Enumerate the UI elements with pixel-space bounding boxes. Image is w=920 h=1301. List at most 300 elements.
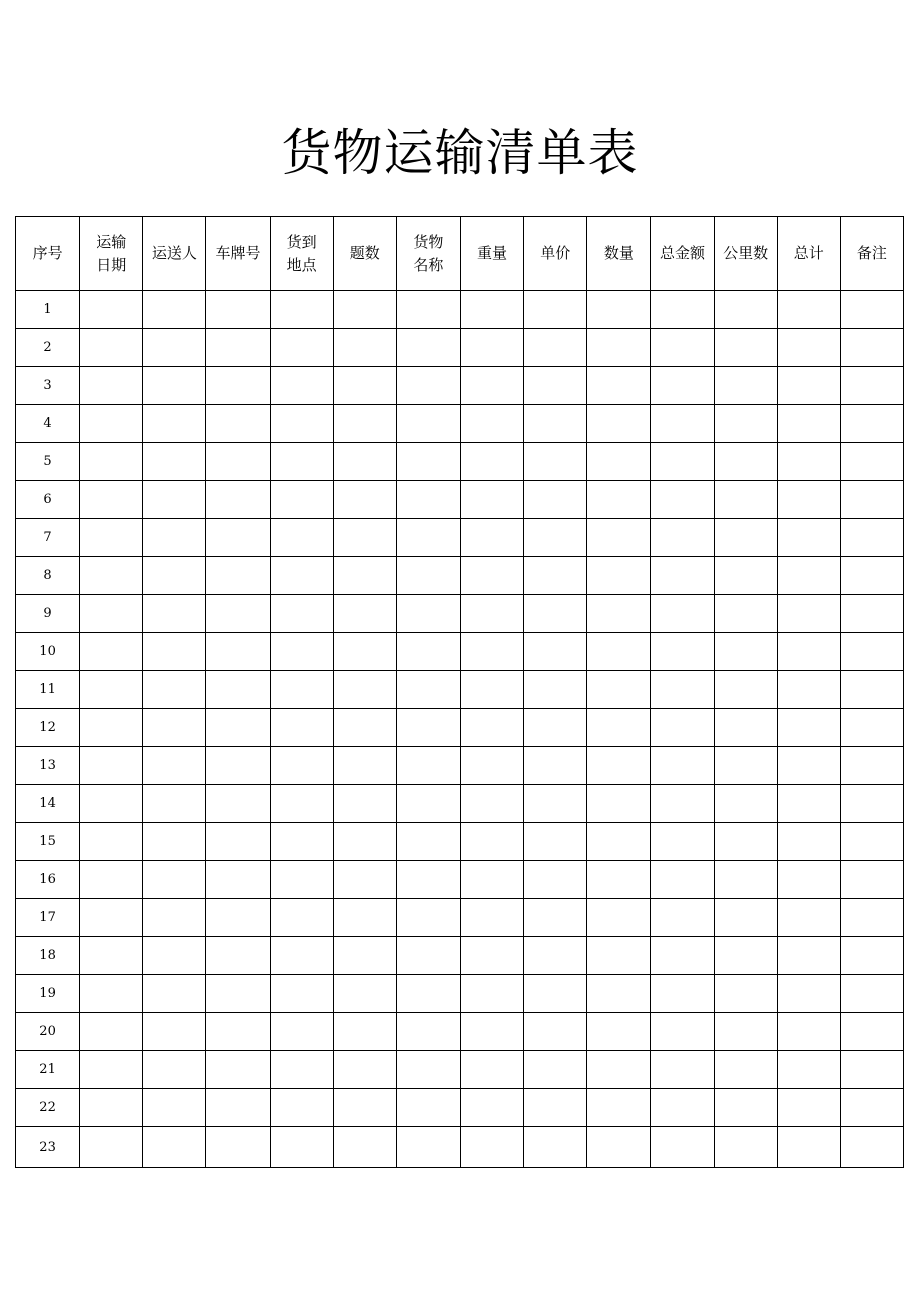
entry-cell[interactable] [524, 975, 587, 1013]
entry-cell[interactable] [333, 405, 396, 443]
entry-cell[interactable] [587, 633, 651, 671]
entry-cell[interactable] [651, 823, 714, 861]
entry-cell[interactable] [460, 367, 523, 405]
entry-cell[interactable] [460, 595, 523, 633]
entry-cell[interactable] [651, 291, 714, 329]
entry-cell[interactable] [80, 557, 143, 595]
entry-cell[interactable] [587, 823, 651, 861]
entry-cell[interactable] [714, 633, 777, 671]
entry-cell[interactable] [840, 291, 903, 329]
entry-cell[interactable] [714, 861, 777, 899]
entry-cell[interactable] [651, 481, 714, 519]
entry-cell[interactable] [80, 747, 143, 785]
entry-cell[interactable] [143, 975, 206, 1013]
entry-cell[interactable] [587, 709, 651, 747]
entry-cell[interactable] [396, 861, 460, 899]
entry-cell[interactable] [587, 937, 651, 975]
entry-cell[interactable] [396, 291, 460, 329]
entry-cell[interactable] [143, 747, 206, 785]
entry-cell[interactable] [651, 937, 714, 975]
entry-cell[interactable] [777, 595, 840, 633]
entry-cell[interactable] [143, 823, 206, 861]
entry-cell[interactable] [587, 291, 651, 329]
entry-cell[interactable] [270, 823, 333, 861]
entry-cell[interactable] [80, 785, 143, 823]
entry-cell[interactable] [333, 1127, 396, 1168]
entry-cell[interactable] [80, 443, 143, 481]
entry-cell[interactable] [206, 671, 270, 709]
entry-cell[interactable] [840, 405, 903, 443]
entry-cell[interactable] [206, 861, 270, 899]
entry-cell[interactable] [270, 557, 333, 595]
entry-cell[interactable] [587, 519, 651, 557]
entry-cell[interactable] [460, 1051, 523, 1089]
entry-cell[interactable] [777, 1013, 840, 1051]
entry-cell[interactable] [206, 899, 270, 937]
entry-cell[interactable] [777, 861, 840, 899]
entry-cell[interactable] [80, 595, 143, 633]
entry-cell[interactable] [396, 557, 460, 595]
entry-cell[interactable] [333, 709, 396, 747]
entry-cell[interactable] [460, 633, 523, 671]
entry-cell[interactable] [396, 1013, 460, 1051]
entry-cell[interactable] [270, 405, 333, 443]
entry-cell[interactable] [524, 709, 587, 747]
entry-cell[interactable] [840, 557, 903, 595]
entry-cell[interactable] [714, 671, 777, 709]
entry-cell[interactable] [714, 443, 777, 481]
entry-cell[interactable] [460, 1013, 523, 1051]
entry-cell[interactable] [524, 443, 587, 481]
entry-cell[interactable] [524, 405, 587, 443]
entry-cell[interactable] [333, 899, 396, 937]
entry-cell[interactable] [270, 1089, 333, 1127]
entry-cell[interactable] [460, 671, 523, 709]
entry-cell[interactable] [143, 557, 206, 595]
entry-cell[interactable] [206, 443, 270, 481]
entry-cell[interactable] [206, 367, 270, 405]
entry-cell[interactable] [777, 671, 840, 709]
entry-cell[interactable] [460, 747, 523, 785]
entry-cell[interactable] [714, 481, 777, 519]
entry-cell[interactable] [396, 633, 460, 671]
entry-cell[interactable] [777, 443, 840, 481]
entry-cell[interactable] [840, 785, 903, 823]
entry-cell[interactable] [270, 633, 333, 671]
entry-cell[interactable] [270, 481, 333, 519]
entry-cell[interactable] [587, 1127, 651, 1168]
entry-cell[interactable] [840, 747, 903, 785]
entry-cell[interactable] [143, 1127, 206, 1168]
entry-cell[interactable] [270, 443, 333, 481]
entry-cell[interactable] [777, 709, 840, 747]
entry-cell[interactable] [524, 899, 587, 937]
entry-cell[interactable] [587, 899, 651, 937]
entry-cell[interactable] [777, 899, 840, 937]
entry-cell[interactable] [80, 823, 143, 861]
entry-cell[interactable] [651, 329, 714, 367]
entry-cell[interactable] [270, 709, 333, 747]
entry-cell[interactable] [587, 671, 651, 709]
entry-cell[interactable] [396, 1127, 460, 1168]
entry-cell[interactable] [206, 709, 270, 747]
entry-cell[interactable] [143, 405, 206, 443]
entry-cell[interactable] [714, 1089, 777, 1127]
entry-cell[interactable] [143, 1013, 206, 1051]
entry-cell[interactable] [270, 899, 333, 937]
entry-cell[interactable] [587, 975, 651, 1013]
entry-cell[interactable] [524, 747, 587, 785]
entry-cell[interactable] [714, 709, 777, 747]
entry-cell[interactable] [80, 1089, 143, 1127]
entry-cell[interactable] [333, 595, 396, 633]
entry-cell[interactable] [270, 595, 333, 633]
entry-cell[interactable] [524, 633, 587, 671]
entry-cell[interactable] [714, 975, 777, 1013]
entry-cell[interactable] [206, 937, 270, 975]
entry-cell[interactable] [840, 823, 903, 861]
entry-cell[interactable] [333, 1089, 396, 1127]
entry-cell[interactable] [143, 443, 206, 481]
entry-cell[interactable] [714, 595, 777, 633]
entry-cell[interactable] [460, 481, 523, 519]
entry-cell[interactable] [206, 519, 270, 557]
entry-cell[interactable] [333, 671, 396, 709]
entry-cell[interactable] [587, 595, 651, 633]
entry-cell[interactable] [270, 367, 333, 405]
entry-cell[interactable] [587, 1051, 651, 1089]
entry-cell[interactable] [777, 557, 840, 595]
entry-cell[interactable] [651, 899, 714, 937]
entry-cell[interactable] [714, 367, 777, 405]
entry-cell[interactable] [460, 443, 523, 481]
entry-cell[interactable] [206, 823, 270, 861]
entry-cell[interactable] [460, 975, 523, 1013]
entry-cell[interactable] [80, 291, 143, 329]
entry-cell[interactable] [80, 861, 143, 899]
entry-cell[interactable] [206, 595, 270, 633]
entry-cell[interactable] [80, 1127, 143, 1168]
entry-cell[interactable] [143, 367, 206, 405]
entry-cell[interactable] [270, 1051, 333, 1089]
entry-cell[interactable] [460, 861, 523, 899]
entry-cell[interactable] [777, 937, 840, 975]
entry-cell[interactable] [270, 937, 333, 975]
entry-cell[interactable] [524, 367, 587, 405]
entry-cell[interactable] [333, 367, 396, 405]
entry-cell[interactable] [143, 1089, 206, 1127]
entry-cell[interactable] [777, 1089, 840, 1127]
entry-cell[interactable] [840, 1051, 903, 1089]
entry-cell[interactable] [714, 1127, 777, 1168]
entry-cell[interactable] [777, 975, 840, 1013]
entry-cell[interactable] [651, 557, 714, 595]
entry-cell[interactable] [840, 633, 903, 671]
entry-cell[interactable] [270, 291, 333, 329]
entry-cell[interactable] [396, 1051, 460, 1089]
entry-cell[interactable] [206, 1051, 270, 1089]
table-header-row [16, 217, 904, 291]
entry-cell[interactable] [80, 1013, 143, 1051]
entry-cell[interactable] [206, 1127, 270, 1168]
entry-cell[interactable] [270, 1013, 333, 1051]
entry-cell[interactable] [460, 405, 523, 443]
entry-cell[interactable] [587, 481, 651, 519]
entry-cell[interactable] [840, 595, 903, 633]
entry-cell[interactable] [587, 405, 651, 443]
entry-cell[interactable] [396, 975, 460, 1013]
entry-cell[interactable] [524, 595, 587, 633]
entry-cell[interactable] [714, 519, 777, 557]
entry-cell[interactable] [651, 595, 714, 633]
entry-cell[interactable] [587, 861, 651, 899]
entry-cell[interactable] [777, 823, 840, 861]
entry-cell[interactable] [206, 747, 270, 785]
entry-cell[interactable] [143, 633, 206, 671]
entry-cell[interactable] [396, 329, 460, 367]
entry-cell[interactable] [270, 785, 333, 823]
entry-cell[interactable] [270, 861, 333, 899]
entry-cell[interactable] [333, 481, 396, 519]
entry-cell[interactable] [333, 1051, 396, 1089]
entry-cell[interactable] [396, 785, 460, 823]
entry-cell[interactable] [206, 557, 270, 595]
entry-cell[interactable] [143, 595, 206, 633]
entry-cell[interactable] [333, 823, 396, 861]
entry-cell[interactable] [270, 975, 333, 1013]
entry-cell[interactable] [460, 709, 523, 747]
entry-cell[interactable] [396, 709, 460, 747]
entry-cell[interactable] [396, 1089, 460, 1127]
entry-cell[interactable] [333, 975, 396, 1013]
entry-cell[interactable] [587, 1089, 651, 1127]
entry-cell[interactable] [333, 1013, 396, 1051]
entry-cell[interactable] [80, 937, 143, 975]
entry-cell[interactable] [651, 785, 714, 823]
entry-cell[interactable] [524, 1013, 587, 1051]
entry-cell[interactable] [143, 291, 206, 329]
entry-cell[interactable] [460, 519, 523, 557]
entry-cell[interactable] [777, 785, 840, 823]
entry-cell[interactable] [333, 633, 396, 671]
entry-cell[interactable] [333, 785, 396, 823]
entry-cell[interactable] [840, 367, 903, 405]
entry-cell[interactable] [80, 405, 143, 443]
entry-cell[interactable] [777, 747, 840, 785]
entry-cell[interactable] [840, 861, 903, 899]
entry-cell[interactable] [651, 633, 714, 671]
entry-cell[interactable] [777, 519, 840, 557]
entry-cell[interactable] [651, 1013, 714, 1051]
entry-cell[interactable] [460, 1089, 523, 1127]
entry-cell[interactable] [143, 1051, 206, 1089]
entry-cell[interactable] [396, 481, 460, 519]
entry-cell[interactable] [651, 1051, 714, 1089]
entry-cell[interactable] [651, 747, 714, 785]
entry-cell[interactable] [777, 481, 840, 519]
entry-cell[interactable] [460, 899, 523, 937]
entry-cell[interactable] [80, 367, 143, 405]
entry-cell[interactable] [524, 557, 587, 595]
entry-cell[interactable] [270, 329, 333, 367]
entry-cell[interactable] [714, 1051, 777, 1089]
entry-cell[interactable] [524, 1051, 587, 1089]
entry-cell[interactable] [396, 899, 460, 937]
entry-cell[interactable] [840, 671, 903, 709]
entry-cell[interactable] [333, 519, 396, 557]
entry-cell[interactable] [80, 1051, 143, 1089]
entry-cell[interactable] [651, 367, 714, 405]
entry-cell[interactable] [206, 633, 270, 671]
entry-cell[interactable] [651, 975, 714, 1013]
entry-cell[interactable] [524, 937, 587, 975]
entry-cell[interactable] [524, 519, 587, 557]
entry-cell[interactable] [651, 405, 714, 443]
entry-cell[interactable] [714, 291, 777, 329]
entry-cell[interactable] [333, 443, 396, 481]
entry-cell[interactable] [143, 937, 206, 975]
entry-cell[interactable] [396, 443, 460, 481]
entry-cell[interactable] [143, 481, 206, 519]
entry-cell[interactable] [143, 671, 206, 709]
entry-cell[interactable] [524, 291, 587, 329]
entry-cell[interactable] [651, 709, 714, 747]
entry-cell[interactable] [206, 1013, 270, 1051]
entry-cell[interactable] [206, 785, 270, 823]
entry-cell[interactable] [80, 709, 143, 747]
entry-cell[interactable] [333, 329, 396, 367]
entry-cell[interactable] [460, 785, 523, 823]
entry-cell[interactable] [80, 633, 143, 671]
entry-cell[interactable] [840, 1089, 903, 1127]
entry-cell[interactable] [206, 329, 270, 367]
entry-cell[interactable] [80, 975, 143, 1013]
entry-cell[interactable] [714, 747, 777, 785]
entry-cell[interactable] [714, 1013, 777, 1051]
entry-cell[interactable] [143, 709, 206, 747]
entry-cell[interactable] [524, 671, 587, 709]
entry-cell[interactable] [524, 481, 587, 519]
entry-cell[interactable] [80, 671, 143, 709]
entry-cell[interactable] [396, 823, 460, 861]
entry-cell[interactable] [270, 1127, 333, 1168]
entry-cell[interactable] [840, 975, 903, 1013]
entry-cell[interactable] [651, 861, 714, 899]
entry-cell[interactable] [80, 899, 143, 937]
entry-cell[interactable] [460, 291, 523, 329]
entry-cell[interactable] [524, 861, 587, 899]
entry-cell[interactable] [840, 481, 903, 519]
entry-cell[interactable] [460, 1127, 523, 1168]
entry-cell[interactable] [396, 367, 460, 405]
entry-cell[interactable] [270, 671, 333, 709]
entry-cell[interactable] [714, 329, 777, 367]
entry-cell[interactable] [333, 937, 396, 975]
entry-cell[interactable] [524, 1089, 587, 1127]
entry-cell[interactable] [777, 1127, 840, 1168]
entry-cell[interactable] [840, 519, 903, 557]
entry-cell[interactable] [777, 291, 840, 329]
entry-cell[interactable] [714, 899, 777, 937]
entry-cell[interactable] [777, 405, 840, 443]
entry-cell[interactable] [460, 937, 523, 975]
entry-cell[interactable] [460, 557, 523, 595]
entry-cell[interactable] [714, 785, 777, 823]
entry-cell[interactable] [396, 519, 460, 557]
entry-cell[interactable] [840, 899, 903, 937]
entry-cell[interactable] [840, 443, 903, 481]
entry-cell[interactable] [524, 823, 587, 861]
entry-cell[interactable] [333, 291, 396, 329]
entry-cell[interactable] [80, 329, 143, 367]
entry-cell[interactable] [524, 329, 587, 367]
entry-cell[interactable] [206, 481, 270, 519]
entry-cell[interactable] [840, 1127, 903, 1168]
entry-cell[interactable] [396, 671, 460, 709]
entry-cell[interactable] [651, 1089, 714, 1127]
entry-cell[interactable] [587, 557, 651, 595]
entry-cell[interactable] [333, 557, 396, 595]
entry-cell[interactable] [714, 405, 777, 443]
entry-cell[interactable] [714, 823, 777, 861]
entry-cell[interactable] [333, 861, 396, 899]
entry-cell[interactable] [777, 633, 840, 671]
entry-cell[interactable] [587, 443, 651, 481]
entry-cell[interactable] [143, 329, 206, 367]
entry-cell[interactable] [524, 1127, 587, 1168]
entry-cell[interactable] [587, 747, 651, 785]
entry-cell[interactable] [80, 519, 143, 557]
entry-cell[interactable] [143, 899, 206, 937]
entry-cell[interactable] [777, 329, 840, 367]
entry-cell[interactable] [460, 329, 523, 367]
entry-cell[interactable] [840, 709, 903, 747]
entry-cell[interactable] [143, 519, 206, 557]
entry-cell[interactable] [396, 595, 460, 633]
entry-cell[interactable] [270, 519, 333, 557]
entry-cell[interactable] [587, 785, 651, 823]
entry-cell[interactable] [587, 329, 651, 367]
entry-cell[interactable] [714, 557, 777, 595]
entry-cell[interactable] [460, 823, 523, 861]
entry-cell[interactable] [587, 367, 651, 405]
entry-cell[interactable] [777, 367, 840, 405]
entry-cell[interactable] [396, 937, 460, 975]
entry-cell[interactable] [840, 937, 903, 975]
entry-cell[interactable] [206, 405, 270, 443]
entry-cell[interactable] [206, 975, 270, 1013]
entry-cell[interactable] [333, 747, 396, 785]
entry-cell[interactable] [206, 1089, 270, 1127]
entry-cell[interactable] [840, 329, 903, 367]
entry-cell[interactable] [651, 519, 714, 557]
entry-cell[interactable] [651, 443, 714, 481]
entry-cell[interactable] [143, 861, 206, 899]
entry-cell[interactable] [206, 291, 270, 329]
entry-cell[interactable] [270, 747, 333, 785]
entry-cell[interactable] [524, 785, 587, 823]
entry-cell[interactable] [840, 1013, 903, 1051]
entry-cell[interactable] [396, 747, 460, 785]
entry-cell[interactable] [587, 1013, 651, 1051]
entry-cell[interactable] [651, 1127, 714, 1168]
entry-cell[interactable] [777, 1051, 840, 1089]
entry-cell[interactable] [80, 481, 143, 519]
entry-cell[interactable] [714, 937, 777, 975]
entry-cell[interactable] [651, 671, 714, 709]
entry-cell[interactable] [143, 785, 206, 823]
entry-cell[interactable] [396, 405, 460, 443]
